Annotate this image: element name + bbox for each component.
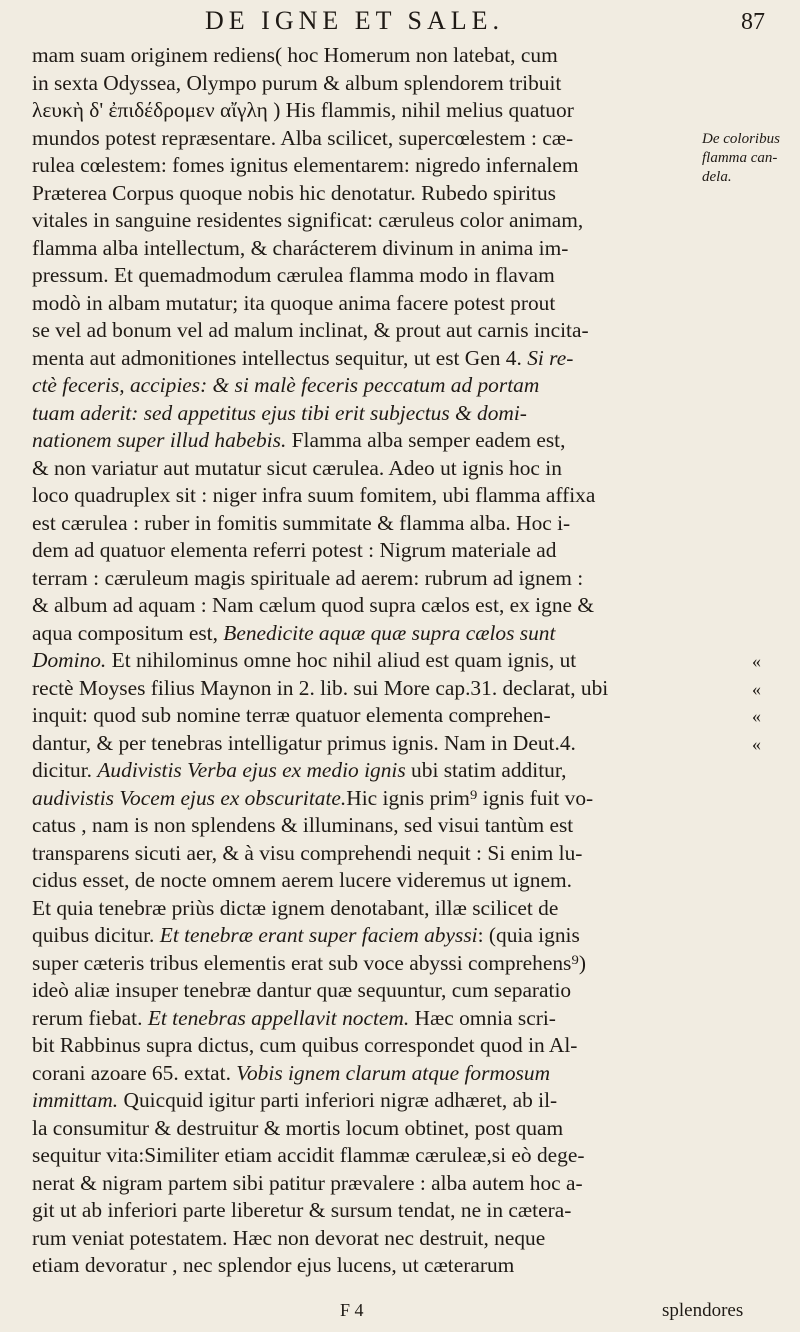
roman-text: ubi statim additur,: [405, 758, 567, 782]
roman-text: la consumitur & destruitur & mortis locum obtinet, post quam: [32, 1115, 564, 1140]
roman-text: se vel ad bonum vel ad malum inclinat, & prout aut carnis incita-: [32, 318, 589, 342]
text-line: [32, 757, 702, 785]
text-line: [32, 125, 702, 153]
text-line: [32, 262, 702, 290]
roman-text: etiam devoratur , nec splendor ejus lucens, ut cæterarum: [32, 1253, 515, 1277]
text-line: [32, 1087, 702, 1115]
roman-text: Hæc omnia scri-: [409, 1005, 556, 1030]
roman-text: rerum fiebat.: [32, 1005, 148, 1030]
text-line: [32, 1197, 702, 1225]
roman-text: est cærulea : ruber in fomitis summitate & flamma alba. Hoc i-: [32, 510, 571, 535]
text-line: [32, 1032, 702, 1060]
text-line: [32, 1005, 702, 1033]
text-line: [32, 812, 702, 840]
roman-text: inquit: quod sub nomine terræ quatuor elementa comprehen-: [32, 703, 551, 727]
text-line: [32, 97, 702, 125]
text-line: [32, 785, 702, 813]
roman-text: dantur, & per tenebras intelligatur primus ignis. Nam in Deut.4.: [32, 730, 576, 755]
italic-text: Et tenebræ erant super faciem abyssi: [159, 923, 478, 947]
roman-text: vitales in sanguine residentes significat: cæruleus color animam,: [32, 208, 584, 232]
text-line: [32, 977, 702, 1005]
quote-mark: «: [752, 706, 761, 726]
roman-text: Et quia tenebræ priùs dictæ ignem denotabant, illæ scilicet de: [32, 895, 559, 920]
text-line: [32, 1252, 702, 1280]
text-line: [32, 455, 702, 483]
italic-text: Domino.: [32, 648, 107, 672]
text-line: [32, 1225, 702, 1253]
text-line: [32, 1060, 702, 1088]
text-line: [32, 510, 702, 538]
text-line: [32, 922, 702, 950]
roman-text: mam suam originem rediens( hoc Homerum non latebat, cum: [32, 43, 558, 67]
running-title: DE IGNE ET SALE.: [205, 6, 505, 35]
italic-text: immittam.: [32, 1088, 119, 1112]
roman-text: mundos potest repræsentare. Alba scilicet, supercœlestem : cæ-: [32, 125, 574, 150]
roman-text: Quicquid igitur parti inferiori nigræ adhæret, ab il-: [118, 1088, 558, 1112]
roman-text: bit Rabbinus supra dictus, cum quibus correspondet quod in Al-: [32, 1033, 578, 1057]
text-line: [32, 1115, 702, 1143]
roman-text: Flamma alba semper eadem est,: [286, 428, 566, 452]
body-text: [32, 42, 702, 1280]
text-line: [32, 235, 702, 263]
quotation-marks: [752, 648, 761, 758]
roman-text: git ut ab inferiori parte liberetur & sursum tendat, ne in cætera-: [32, 1198, 572, 1222]
roman-text: rulea cœlestem: fomes ignitus elementarem: nigredo infernalem: [32, 153, 579, 177]
roman-text: cidus esset, de nocte omnem aerem lucere videremus ut ignem.: [32, 868, 572, 892]
text-line: [32, 70, 702, 98]
italic-text: Audivistis Verba ejus ex medio ignis: [97, 758, 406, 782]
roman-text: & non variatur aut mutatur sicut cærulea. Adeo ut ignis hoc in: [32, 455, 562, 480]
page-number: 87: [741, 9, 765, 35]
italic-text: Si re-: [527, 345, 574, 370]
text-line: [32, 675, 702, 703]
roman-text: Et nihilominus omne hoc nihil aliud est quam ignis, ut: [106, 648, 577, 672]
roman-text: : (quia ignis: [477, 923, 580, 947]
text-line: [32, 702, 702, 730]
roman-text: pressum. Et quemadmodum cærulea flamma modo in flavam: [32, 263, 555, 287]
roman-text: Hic ignis prim⁹ ignis fuit vo-: [346, 785, 594, 810]
italic-text: Et tenebras appellavit noctem.: [147, 1005, 410, 1030]
italic-text: nationem super illud habebis.: [32, 428, 287, 452]
italic-text: Benedicite aquæ quæ supra cælos sunt: [223, 620, 556, 645]
roman-text: λευκὴ δ' ἐπιδέδρομεν αἴγλη ) His flammis, nihil melius quatuor: [32, 98, 574, 122]
roman-text: ideò aliæ insuper tenebræ dantur quæ sequuntur, cum separatio: [32, 978, 572, 1002]
text-line: [32, 730, 702, 758]
roman-text: rectè Moyses filius Maynon in 2. lib. sui More cap.31. declarat, ubi: [32, 675, 609, 700]
roman-text: terram : cæruleum magis spirituale ad aerem: rubrum ad ignem :: [32, 565, 584, 590]
roman-text: loco quadruplex sit : niger infra suum fomitem, ubi flamma affixa: [32, 483, 596, 507]
text-line: [32, 895, 702, 923]
text-line: [32, 537, 702, 565]
roman-text: dem ad quatuor elementa referri potest : Nigrum materiale ad: [32, 538, 557, 562]
roman-text: modò in albam mutatur; ita quoque anima facere potest prout: [32, 290, 556, 315]
roman-text: corani azoare 65. extat.: [32, 1060, 237, 1085]
text-line: [32, 42, 702, 70]
quote-mark: «: [752, 678, 761, 699]
roman-text: menta aut admonitiones intellectus sequitur, ut est Gen 4.: [32, 345, 528, 370]
text-line: [32, 152, 702, 180]
roman-text: in sexta Odyssea, Olympo purum & album splendorem tribuit: [32, 70, 562, 95]
quote-mark: «: [752, 651, 761, 671]
text-line: [32, 345, 702, 373]
text-line: [32, 1142, 702, 1170]
text-line: [32, 840, 702, 868]
text-line: [32, 620, 702, 648]
text-line: [32, 1170, 702, 1198]
running-header: [205, 6, 765, 42]
italic-text: audivistis Vocem ejus ex obscuritate.: [32, 785, 347, 810]
text-line: [32, 317, 702, 345]
roman-text: sequitur vita:Similiter etiam accidit flammæ cæruleæ,si eò dege-: [32, 1143, 585, 1167]
roman-text: flamma alba intellectum, & charácterem divinum in anima im-: [32, 235, 569, 260]
roman-text: rum veniat potestatem. Hæc non devorat nec destruit, neque: [32, 1225, 546, 1250]
roman-text: aqua compositum est,: [32, 620, 224, 645]
italic-text: tuam aderit: sed appetitus ejus tibi erit subjectus & domi-: [32, 400, 527, 425]
roman-text: & album ad aquam : Nam cælum quod supra cælos est, ex igne &: [32, 593, 594, 617]
roman-text: Præterea Corpus quoque nobis hic denotatur. Rubedo spiritus: [32, 180, 557, 205]
text-line: [32, 290, 702, 318]
text-line: [32, 180, 702, 208]
text-line: [32, 647, 702, 675]
text-line: [32, 867, 702, 895]
roman-text: transparens sicuti aer, & à visu comprehendi nequit : Si enim lu-: [32, 840, 583, 865]
signature-mark: F 4: [340, 1300, 364, 1320]
quote-mark: «: [752, 733, 761, 754]
catchword: splendores: [662, 1300, 744, 1321]
text-line: [32, 207, 702, 235]
roman-text: super cæteris tribus elementis erat sub voce abyssi comprehens⁹): [32, 950, 586, 975]
margin-note: De coloribus flamma can- dela.: [702, 131, 780, 185]
italic-text: ctè feceris, accipies: & si malè feceris peccatum ad portam: [32, 373, 540, 397]
text-line: [32, 592, 702, 620]
text-line: [32, 565, 702, 593]
roman-text: nerat & nigram partem sibi patitur prævalere : alba autem hoc a-: [32, 1170, 583, 1195]
roman-text: catus , nam is non splendens & illuminans, sed visui tantùm est: [32, 813, 574, 837]
italic-text: Vobis ignem clarum atque formosum: [236, 1060, 551, 1085]
text-line: [32, 372, 702, 400]
text-line: [32, 427, 702, 455]
roman-text: dicitur.: [32, 758, 98, 782]
roman-text: quibus dicitur.: [32, 923, 160, 947]
text-line: [32, 400, 702, 428]
text-line: [32, 482, 702, 510]
text-line: [32, 950, 702, 978]
